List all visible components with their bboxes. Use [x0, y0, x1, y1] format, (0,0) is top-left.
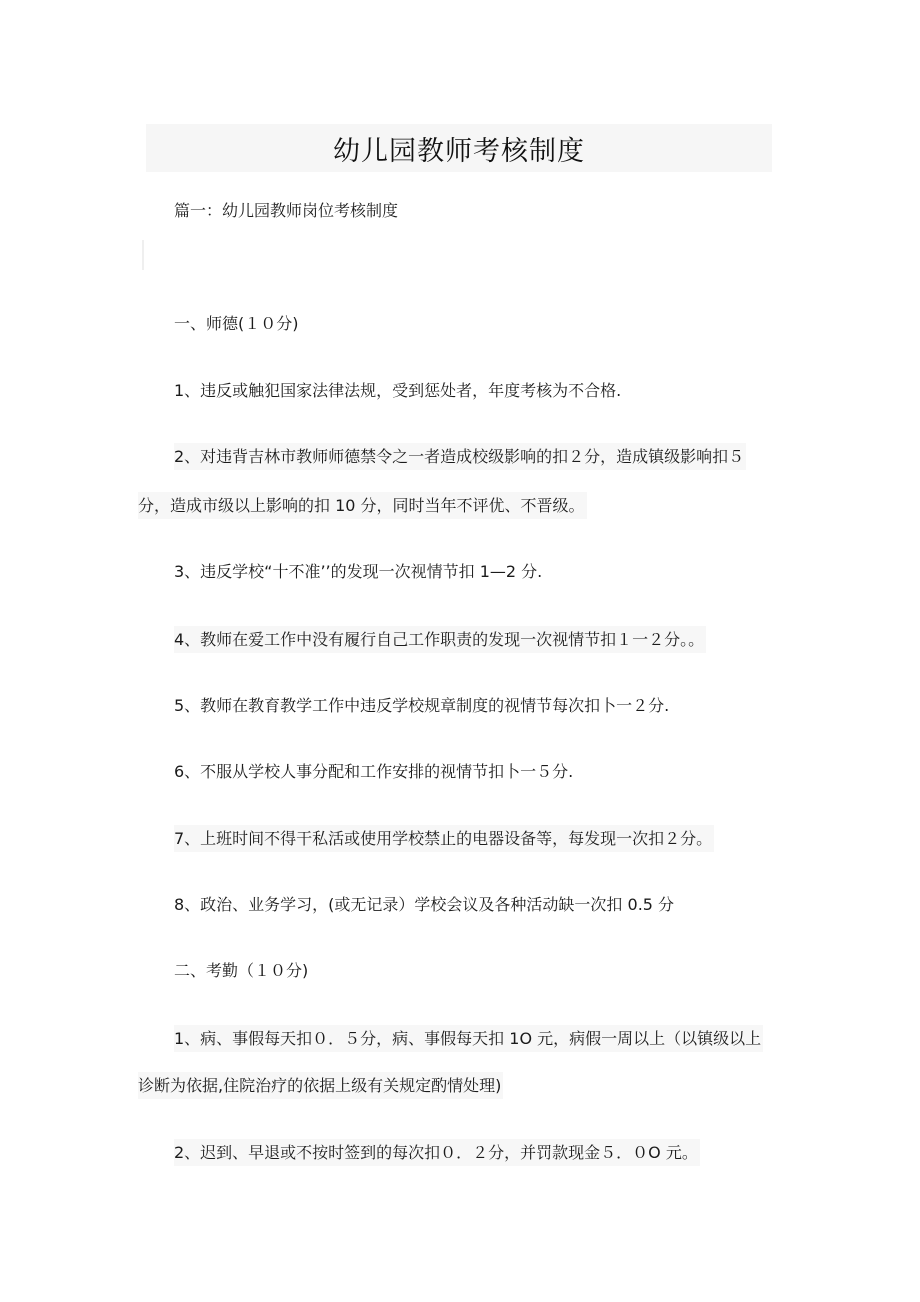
- list-item-text: 2、对违背吉林市教师师德禁令之一者造成校级影响的扣２分，造成镇级影响扣５: [174, 443, 746, 470]
- section-subtitle: [174, 201, 398, 221]
- list-item: [174, 762, 573, 782]
- list-item-text: 6、不服从学校人事分配和工作安排的视情节扣卜一５分.: [174, 762, 574, 781]
- list-item: [174, 630, 706, 650]
- list-item: [174, 1029, 763, 1049]
- list-item: [174, 895, 674, 915]
- document-title: 幼儿园教师考核制度: [333, 135, 585, 167]
- list-item-text: 诊断为依据,住院治疗的依据上级有关规定酌情处理): [138, 1072, 503, 1099]
- heading-ethics: [174, 314, 299, 334]
- title-band: [146, 124, 772, 172]
- list-item-text: 7、上班时间不得干私活或使用学校禁止的电器设备等，每发现一次扣２分。: [174, 825, 714, 852]
- list-item: [174, 447, 746, 467]
- list-item-text: 2、迟到、早退或不按时签到的每次扣０．２分，并罚款现金５．０O 元。: [174, 1139, 700, 1166]
- list-item-text: 1、病、事假每天扣０．５分，病、事假每天扣 1O 元，病假一周以上（以镇级以上: [174, 1025, 763, 1052]
- heading-attendance: [174, 961, 308, 981]
- heading-ethics-text: 一、师德(１０分): [174, 314, 299, 333]
- list-item-text: 3、违反学校“十不准’’的发现一次视情节扣 1—2 分.: [174, 562, 543, 581]
- list-item-text: 4、教师在爱工作中没有履行自己工作职责的发现一次视情节扣１一２分。。: [174, 626, 706, 653]
- heading-attendance-text: 二、考勤（１０分): [174, 961, 309, 980]
- list-item-continuation: [138, 1076, 503, 1096]
- list-item: [174, 829, 714, 849]
- subtitle-text: 篇一：幼儿园教师岗位考核制度: [174, 201, 399, 220]
- list-item: [174, 562, 542, 582]
- list-item: [174, 1143, 700, 1163]
- blank-marker: [142, 240, 144, 270]
- list-item-text: 分，造成市级以上影响的扣 10 分，同时当年不评优、不晋级。: [138, 492, 587, 519]
- list-item: [174, 696, 669, 716]
- list-item-continuation: [138, 496, 587, 516]
- list-item-text: 5、教师在教育教学工作中违反学校规章制度的视情节每次扣卜一２分.: [174, 696, 670, 715]
- list-item: [174, 381, 621, 401]
- list-item-text: 1、违反或触犯国家法律法规，受到惩处者，年度考核为不合格.: [174, 381, 622, 400]
- list-item-text: 8、政治、业务学习，(或无记录）学校会议及各种活动缺一次扣 0.5 分: [174, 895, 675, 914]
